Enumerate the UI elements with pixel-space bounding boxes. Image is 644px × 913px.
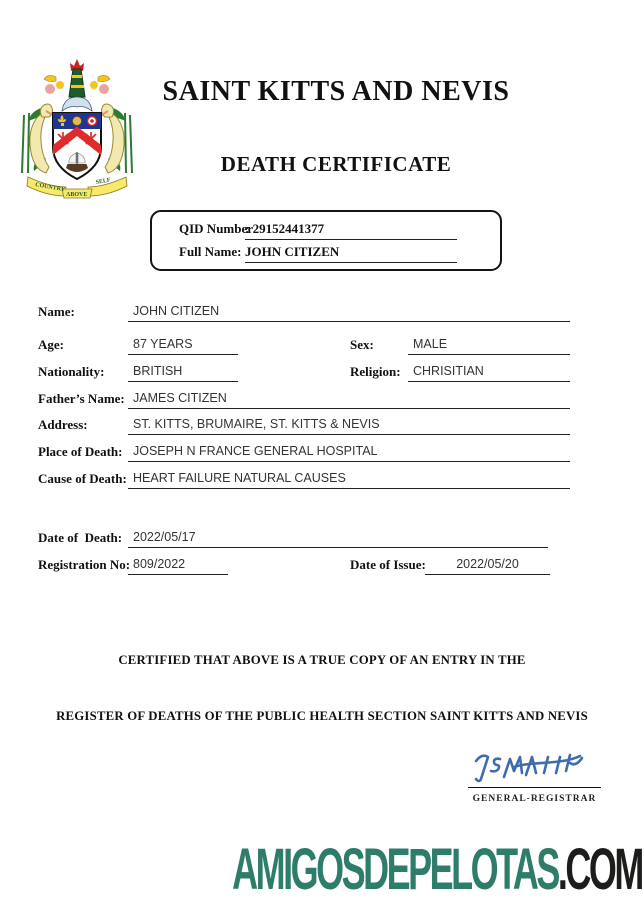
motto-ribbon <box>27 177 127 198</box>
field-row-address <box>0 417 644 439</box>
address-label: Address: <box>38 417 88 432</box>
fullname-label: Full Name: <box>179 244 242 259</box>
carib-head-icon <box>73 117 82 126</box>
qid-value: : 29152441377 <box>245 221 457 240</box>
sex-label: Sex: <box>350 337 374 352</box>
nationality-value: BRITISH <box>128 364 238 382</box>
place-of-death-label: Place of Death: <box>38 444 123 459</box>
name-value: JOHN CITIZEN <box>128 304 570 322</box>
field-row-registration-issue <box>0 557 644 579</box>
qid-label: QID Number <box>179 221 254 236</box>
field-row-fathers-name <box>0 391 644 413</box>
nationality-label: Nationality: <box>38 364 105 379</box>
motto-self-text: SELF <box>95 177 112 186</box>
country-title: SAINT KITTS AND NEVIS <box>162 76 510 107</box>
watermark <box>232 836 642 903</box>
registrar-signature-icon <box>470 747 600 787</box>
cause-of-death-value: HEART FAILURE NATURAL CAUSES <box>128 471 570 489</box>
age-value: 87 YEARS <box>128 337 238 355</box>
date-of-death-value: 2022/05/17 <box>128 530 548 548</box>
sex-value: MALE <box>408 337 570 355</box>
watermark-brand: AMIGOSDEPELOTAS <box>232 837 559 902</box>
address-value: ST. KITTS, BRUMAIRE, ST. KITTS & NEVIS <box>128 417 570 435</box>
motto-country-text: COUNTRY <box>34 182 66 194</box>
watermark-tld: .COM <box>558 837 642 902</box>
certification-line-1: CERTIFIED THAT ABOVE IS A TRUE COPY OF AN ENTRY IN THE <box>118 653 526 667</box>
field-row-place-of-death <box>0 444 644 466</box>
place-of-death-value: JOSEPH N FRANCE GENERAL HOSPITAL <box>128 444 570 462</box>
saint-kitts-nevis-coat-of-arms-icon <box>16 55 138 200</box>
signer-title: GENERAL-REGISTRAR <box>472 794 597 804</box>
religion-label: Religion: <box>350 364 401 379</box>
qid-row <box>152 221 500 241</box>
certification-line-2: REGISTER OF DEATHS OF THE PUBLIC HEALTH SECTION SAINT KITTS AND NEVIS <box>56 709 588 723</box>
name-label: Name: <box>38 304 75 319</box>
signature-line <box>468 787 601 788</box>
cause-of-death-label: Cause of Death: <box>38 471 127 486</box>
field-row-cause-of-death <box>0 471 644 493</box>
age-label: Age: <box>38 337 64 352</box>
fullname-row <box>152 244 500 264</box>
fathers-name-value: JAMES CITIZEN <box>128 391 570 409</box>
field-row-nationality-religion <box>0 364 644 386</box>
date-of-issue-label: Date of Issue: <box>350 557 426 572</box>
date-of-issue-value: 2022/05/20 <box>425 557 550 575</box>
fullname-value: JOHN CITIZEN <box>245 244 457 263</box>
crest-torch-icon <box>69 59 85 97</box>
field-row-age-sex <box>0 337 644 359</box>
id-summary-box <box>150 210 502 271</box>
motto-above-text: ABOVE <box>66 192 88 198</box>
fathers-name-label: Father’s Name: <box>38 391 125 406</box>
registration-no-label: Registration No: <box>38 557 131 572</box>
field-row-name <box>0 304 644 326</box>
document-title: DEATH CERTIFICATE <box>220 152 452 176</box>
field-row-date-of-death <box>0 530 644 552</box>
date-of-death-label: Date of Death: <box>38 530 123 545</box>
religion-value: CHRISITIAN <box>408 364 570 382</box>
shield-icon <box>53 113 101 179</box>
crest-mantling-icon <box>62 97 92 111</box>
registration-no-value: 809/2022 <box>128 557 228 575</box>
